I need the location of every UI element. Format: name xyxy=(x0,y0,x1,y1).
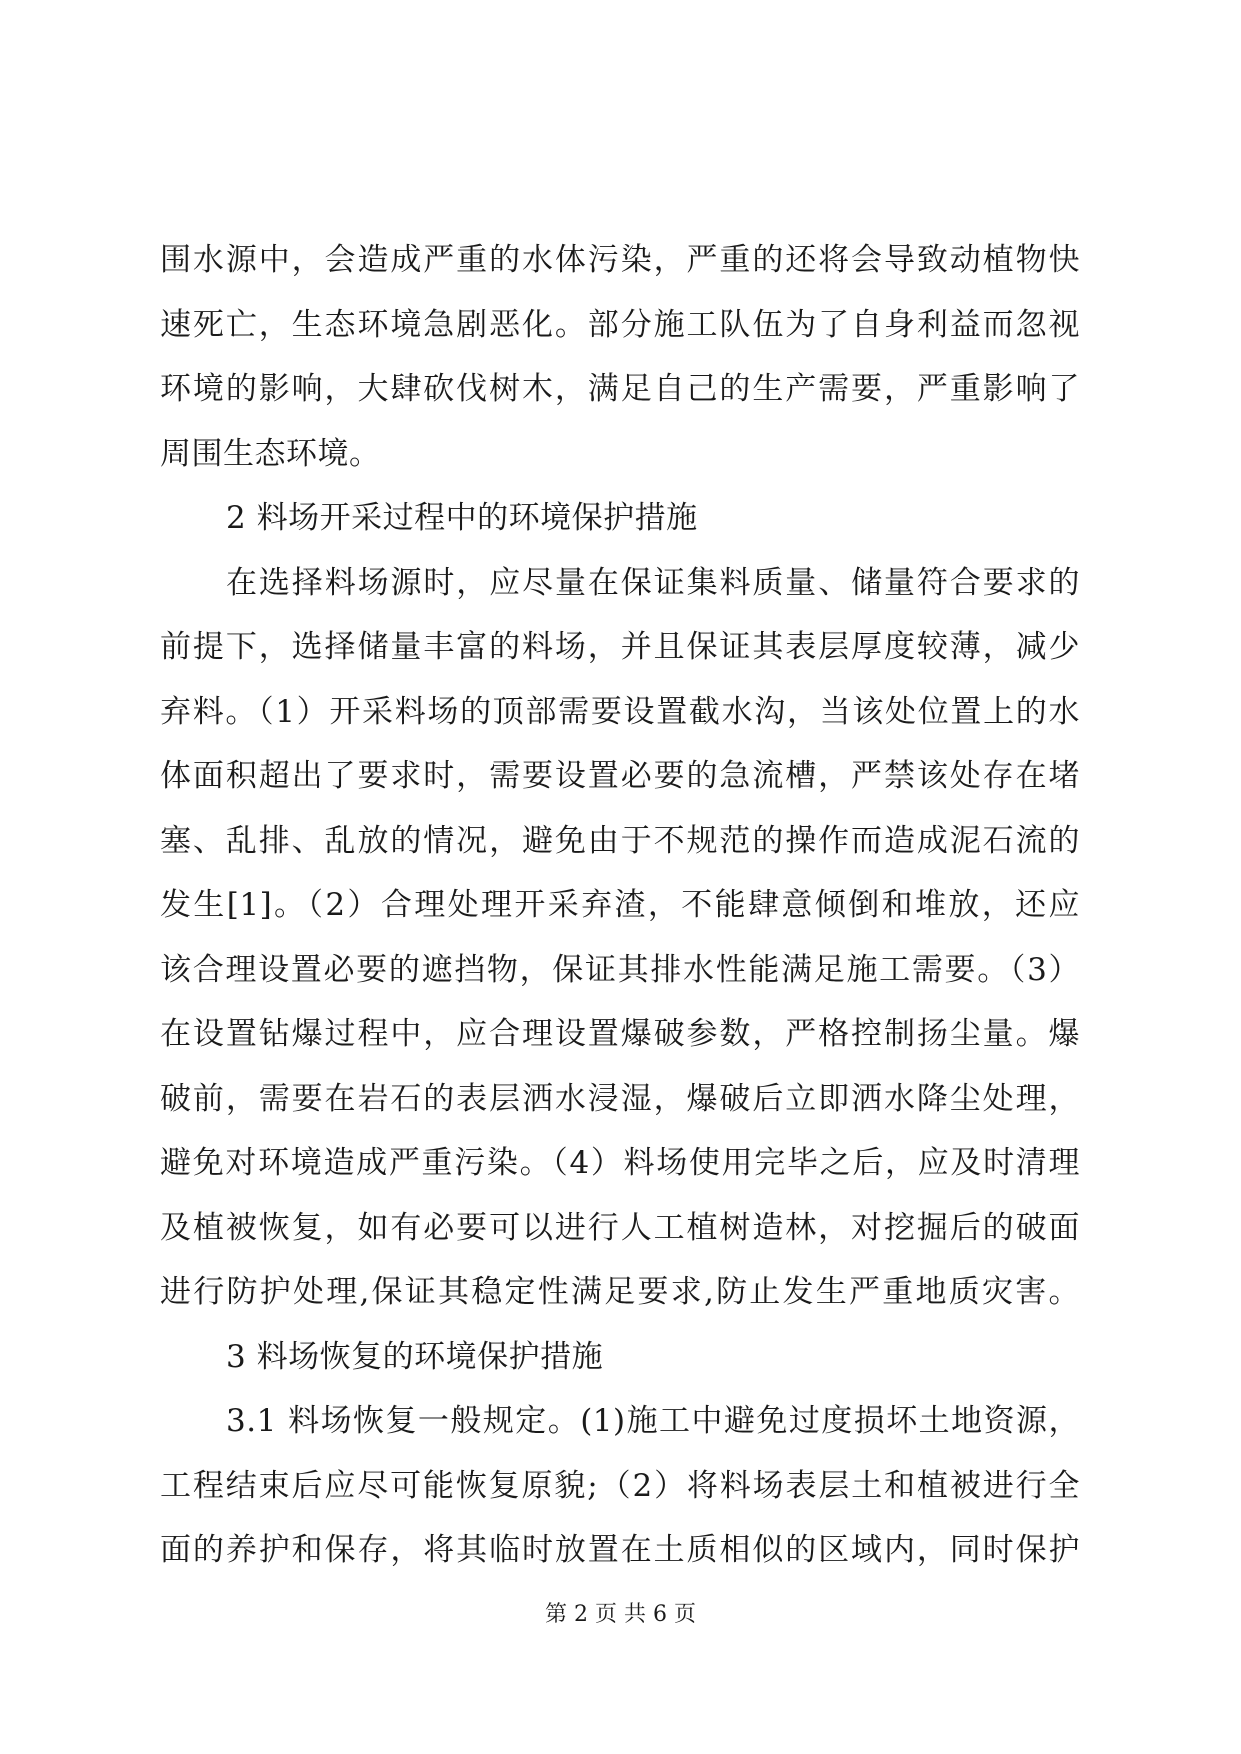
body-line: 在设置钻爆过程中，应合理设置爆破参数，严格控制扬尘量。爆 xyxy=(160,1016,1080,1052)
body-line: 速死亡，生态环境急剧恶化。部分施工队伍为了自身利益而忽视 xyxy=(160,306,1080,343)
body-line: 破前，需要在岩石的表层洒水浸湿，爆破后立即洒水降尘处理， xyxy=(160,1080,1080,1117)
body-line: 面的养护和保存，将其临时放置在土质相似的区域内，同时保护 xyxy=(160,1532,1080,1568)
body-line: 在选择料场源时，应尽量在保证集料质量、储量符合要求的 xyxy=(226,564,1080,601)
body-line: 发生[1]。（2）合理处理开采弃渣，不能肆意倾倒和堆放，还应 xyxy=(160,887,1080,923)
page-footer: 第 2 页 共 6 页 xyxy=(545,1602,696,1627)
body-line: 体面积超出了要求时，需要设置必要的急流槽，严禁该处存在堵 xyxy=(160,758,1080,794)
document-body xyxy=(160,228,1080,1583)
body-line: 工程结束后应尽可能恢复原貌;（2）将料场表层土和植被进行全 xyxy=(160,1467,1080,1504)
body-line: 围水源中，会造成严重的水体污染，严重的还将会导致动植物快 xyxy=(160,242,1080,278)
body-line: 塞、乱排、乱放的情况，避免由于不规范的操作而造成泥石流的 xyxy=(160,822,1080,859)
body-line: 避免对环境造成严重污染。（4）料场使用完毕之后，应及时清理 xyxy=(160,1145,1080,1181)
body-line: 前提下，选择储量丰富的料场，并且保证其表层厚度较薄，减少 xyxy=(160,629,1080,665)
body-line: 环境的影响，大肆砍伐树木，满足自己的生产需要，严重影响了 xyxy=(160,371,1080,407)
body-line: 该合理设置必要的遮挡物，保证其排水性能满足施工需要。（3） xyxy=(160,951,1080,988)
body-line: 弃料。（1）开采料场的顶部需要设置截水沟，当该处位置上的水 xyxy=(160,693,1080,730)
section-heading: 3 料场恢复的环境保护措施 xyxy=(226,1338,604,1375)
body-line: 进行防护处理,保证其稳定性满足要求,防止发生严重地质灾害。 xyxy=(160,1274,1080,1310)
section-heading: 2 料场开采过程中的环境保护措施 xyxy=(226,500,698,536)
body-line: 及植被恢复，如有必要可以进行人工植树造林，对挖掘后的破面 xyxy=(160,1209,1080,1246)
body-line: 3.1 料场恢复一般规定。(1)施工中避免过度损坏土地资源， xyxy=(226,1403,1080,1439)
body-line: 周围生态环境。 xyxy=(160,435,381,472)
